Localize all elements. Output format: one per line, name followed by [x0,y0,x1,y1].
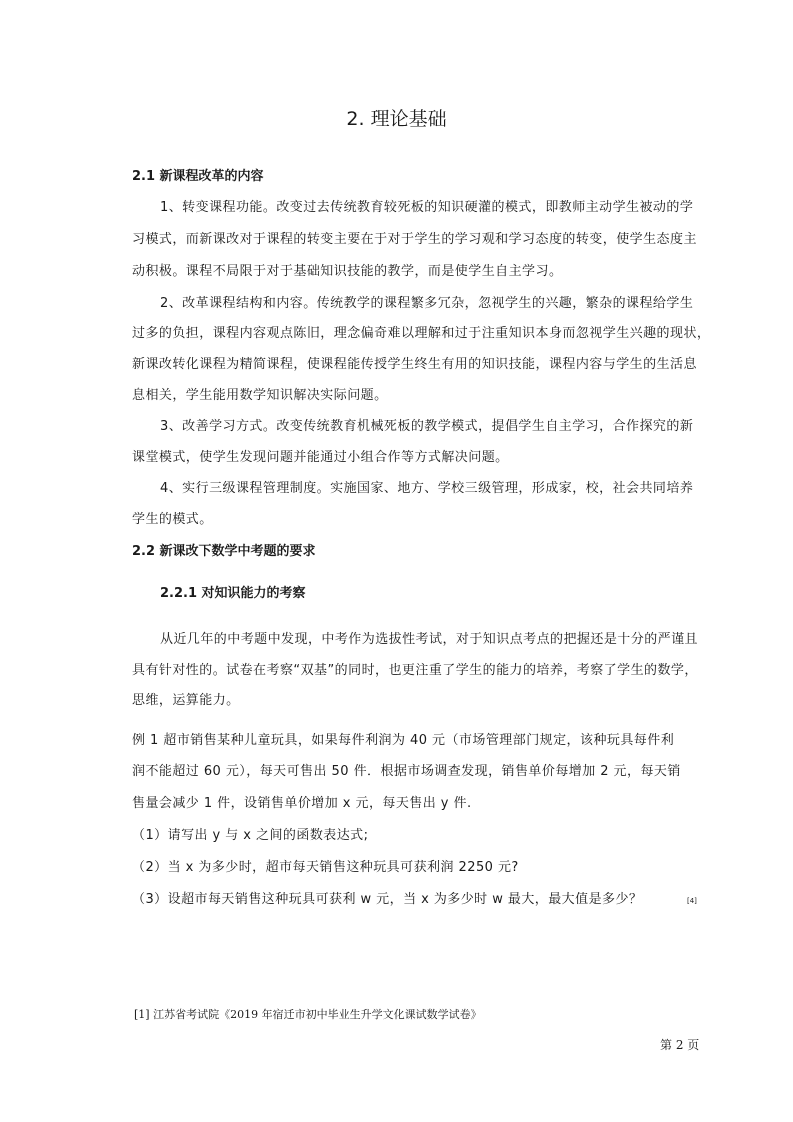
paragraph-line: 3、改善学习方式。改变传统教育机械死板的教学模式，提倡学生自主学习，合作探究的新 [160,419,694,434]
paragraph-line: 2、改革课程结构和内容。传统教学的课程繁多冗杂，忽视学生的兴趣，繁杂的课程给学生 [160,296,694,311]
page-number: 第 2 页 [660,1038,700,1052]
paragraph-line: 习模式，而新课改对于课程的转变主要在于对于学生的学习观和学习态度的转变，使学生态度主 [132,232,697,247]
paragraph-line: 思维，运算能力。 [132,693,240,708]
paragraph-line: 息相关，学生能用数学知识解决实际问题。 [132,388,388,403]
section-heading-2-2: 2.2 新课改下数学中考题的要求 [132,544,316,559]
paragraph-line: 1、转变课程功能。改变过去传统教育较死板的知识硬灌的模式，即教师主动学生被动的学 [160,200,694,215]
paragraph-line: 过多的负担，课程内容观点陈旧，理念偏奇难以理解和过于注重知识本身而忽视学生兴趣的现状， [132,326,711,341]
paragraph-line: 4、实行三级课程管理制度。实施国家、地方、学校三级管理，形成家，校，社会共同培养 [160,481,694,496]
paragraph-line: 具有针对性的。试卷在考察“双基”的同时，也更注重了学生的能力的培养，考察了学生的数学， [132,663,698,678]
paragraph-line: 从近几年的中考题中发现，中考作为选拔性考试，对于知识点考点的把握还是十分的严谨且 [160,632,699,647]
paragraph-line: 动积极。课程不局限于对于基础知识技能的教学，而是使学生自主学习。 [132,264,563,279]
example-line: 例 1 超市销售某种儿童玩具，如果每件利润为 40 元（市场管理部门规定，该种玩具每件利 [132,733,675,748]
paragraph-line: 新课改转化课程为精简课程，使课程能传授学生终生有用的知识技能，课程内容与学生的生活息 [132,357,697,372]
citation-marker: [4] [687,897,697,905]
footnote: [1] 江苏省考试院《2019 年宿迁市初中毕业生升学文化课试数学试卷》 [134,1008,482,1021]
paragraph-line: 学生的模式。 [132,512,213,527]
paragraph-line: 课堂模式，使学生发现问题并能通过小组合作等方式解决问题。 [132,450,509,465]
page-title: 2. 理论基础 [346,108,447,130]
subsection-heading-2-2-1: 2.2.1 对知识能力的考察 [160,586,306,601]
question-1: （1）请写出 y 与 x 之间的函数表达式; [132,828,369,843]
example-line: 润不能超过 60 元），每天可售出 50 件．根据市场调查发现，销售单价每增加 2 元，每天销 [132,764,681,779]
section-heading-2-1: 2.1 新课程改革的内容 [132,169,264,184]
question-3: （3）设超市每天销售这种玩具可获利 w 元，当 x 为多少时 w 最大，最大值是多少？ [132,892,643,907]
question-2: （2）当 x 为多少时，超市每天销售这种玩具可获利润 2250 元? [132,860,519,875]
example-line: 售量会减少 1 件，设销售单价增加 x 元，每天售出 y 件. [132,796,472,811]
